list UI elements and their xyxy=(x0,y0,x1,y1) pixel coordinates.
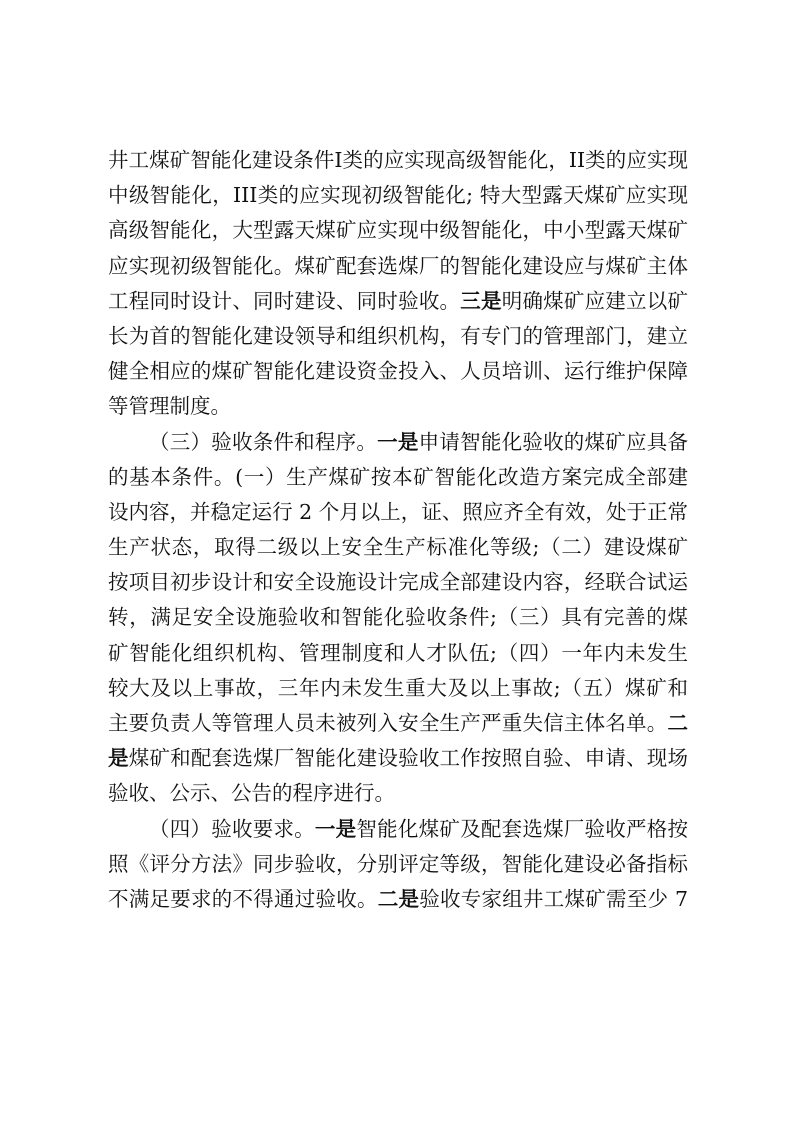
text-line xyxy=(108,143,688,178)
text-line xyxy=(108,319,688,354)
text-run: 健全相应的煤矿智能化建设资金投入、人员培训、运行维护保障 xyxy=(108,359,688,384)
text-line xyxy=(108,847,688,882)
section-heading: （四）验收要求。 xyxy=(149,816,315,841)
text-run: 不满足要求的不得通过验收。 xyxy=(108,886,378,911)
text-line xyxy=(108,249,688,284)
text-run: 生产状态，取得二级以上安全生产标准化等级;（二）建设煤矿 xyxy=(108,535,688,560)
bold-lead: 二 xyxy=(667,711,688,735)
section-heading: （三）验收条件和程序。 xyxy=(149,429,378,454)
text-run: 设内容，并稳定运行 2 个月以上，证、照应齐全有效，处于正常 xyxy=(108,499,688,524)
text-line xyxy=(108,882,688,917)
text-run: 转，满足安全设施验收和智能化验收条件;（三）具有完善的煤 xyxy=(108,605,688,630)
bold-lead: 一是 xyxy=(314,816,357,841)
paragraph-acceptance-requirements xyxy=(108,812,688,918)
text-line xyxy=(108,671,688,706)
text-line xyxy=(108,741,688,776)
text-line xyxy=(108,636,688,671)
text-run: 中级智能化，III类的应实现初级智能化; 特大型露天煤矿应实现 xyxy=(108,183,688,208)
text-run: 应实现初级智能化。煤矿配套选煤厂的智能化建设应与煤矿主体 xyxy=(108,253,688,278)
text-line xyxy=(108,354,688,389)
text-run: 较大及以上事故，三年内未发生重大及以上事故;（五）煤矿和 xyxy=(108,675,688,700)
text-run: 明确煤矿应建立以矿 xyxy=(501,288,689,313)
text-run: 的基本条件。(一）生产煤矿按本矿智能化改造方案完成全部建 xyxy=(108,464,688,489)
text-run: 煤矿和配套选煤厂智能化建设验收工作按照自验、申请、现场 xyxy=(128,746,689,771)
bold-lead: 一是 xyxy=(377,429,419,454)
text-run: 高级智能化，大型露天煤矿应实现中级智能化，中小型露天煤矿 xyxy=(108,218,688,243)
text-line xyxy=(108,178,688,213)
bold-lead: 三是 xyxy=(460,288,502,313)
text-line xyxy=(108,776,688,811)
text-run: 工程同时设计、同时建设、同时验收。 xyxy=(108,288,461,313)
text-run: 按项目初步设计和安全设施设计完成全部建设内容，经联合试运 xyxy=(108,570,688,595)
text-run: 矿智能化组织机构、管理制度和人才队伍;（四）一年内未发生 xyxy=(108,640,688,665)
text-run: 验收、公示、公告的程序进行。 xyxy=(108,781,395,806)
text-run: 申请智能化验收的煤矿应具备 xyxy=(418,429,689,454)
text-line xyxy=(108,460,688,495)
text-run: 井工煤矿智能化建设条件I类的应实现高级智能化，II类的应实现 xyxy=(108,148,688,172)
text-line xyxy=(108,600,688,635)
paragraph-acceptance-conditions xyxy=(108,425,688,812)
text-run: 照《评分方法》同步验收，分别评定等级，智能化建设必备指标 xyxy=(108,851,688,876)
text-line xyxy=(108,565,688,600)
bold-lead: 二是 xyxy=(377,886,420,911)
text-line xyxy=(108,389,688,424)
text-run: 验收专家组井工煤矿需至少 7 xyxy=(419,886,689,911)
body-text xyxy=(108,143,688,917)
text-line xyxy=(108,425,688,460)
bold-lead: 是 xyxy=(108,746,129,771)
text-run: 智能化煤矿及配套选煤厂验收严格按 xyxy=(356,816,689,841)
paragraph xyxy=(108,143,688,425)
text-run: 等管理制度。 xyxy=(108,394,231,419)
text-line xyxy=(108,495,688,530)
text-run: 长为首的智能化建设领导和组织机构，有专门的管理部门，建立 xyxy=(108,323,688,348)
text-line xyxy=(108,706,688,741)
text-line xyxy=(108,213,688,248)
text-line xyxy=(108,812,688,847)
text-line xyxy=(108,530,688,565)
text-line xyxy=(108,284,688,319)
text-run: 主要负责人等管理人员未被列入安全生产严重失信主体名单。 xyxy=(108,711,668,735)
